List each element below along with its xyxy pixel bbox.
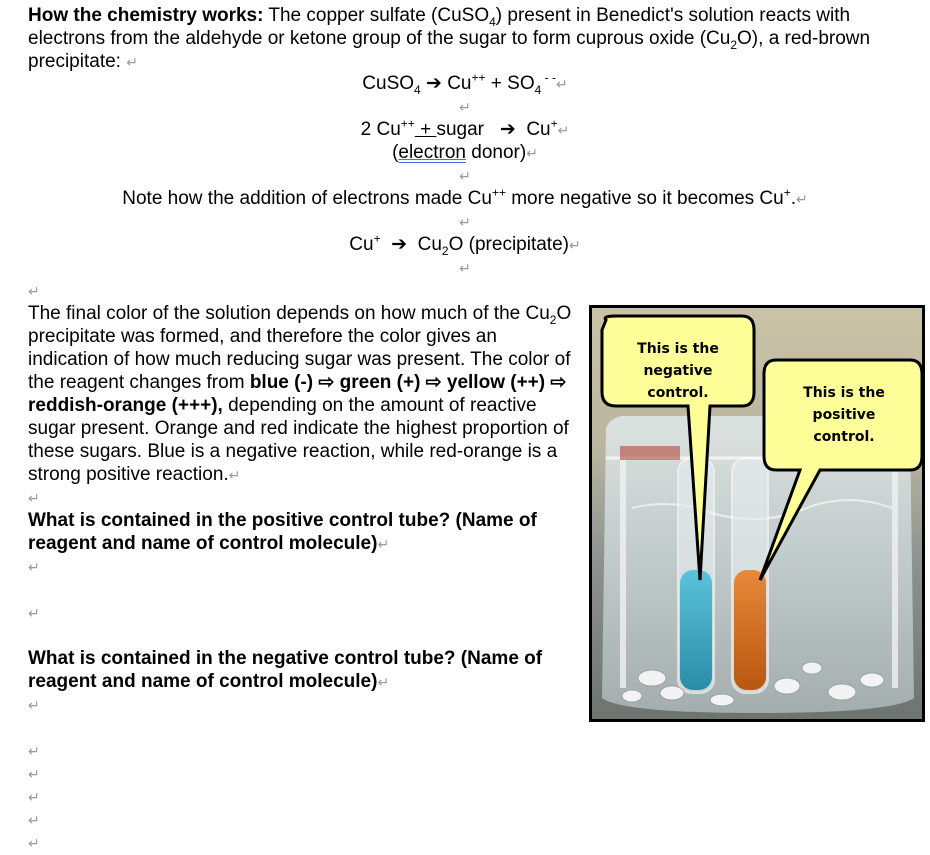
paragraph-mark: ↵ [526,145,538,161]
paragraph-mark: ↵ [459,260,471,276]
positive-tube-solution [734,570,766,690]
paragraph-mark: ↵ [28,490,40,506]
positive-callout-line-1: This is the [803,385,885,401]
paragraph-mark: ↵ [555,76,568,92]
paragraph-mark: ↵ [28,743,40,759]
question-positive-control: What is contained in the positive control tube? (Name of reagent and name of control molecule)↵ [28,510,537,554]
paragraph-mark: ↵ [459,214,471,230]
negative-tube-solution [680,570,712,690]
question-negative-control: What is contained in the negative control tube? (Name of reagent and name of control molecule)↵ [28,648,543,692]
paragraph-mark: ↵ [459,168,471,184]
arrow-icon: ➔ [426,73,442,94]
equation-3: Cu+ ➔ $Cu_2O$ (precipitate)↵ [349,231,581,258]
paragraph-mark: ↵ [28,789,40,805]
paragraph-mark: ↵ [796,191,808,207]
paragraph-mark: ↵ [28,835,40,851]
paragraph-mark: ↵ [568,237,581,253]
positive-callout-line-2: positive [812,407,876,423]
positive-callout-line-3: control. [813,429,875,445]
paragraph-mark: ↵ [28,812,40,828]
arrow-icon: ⇨ [313,372,340,393]
paragraph-mark: ↵ [28,766,40,782]
arrow-icon: ➔ [499,119,516,140]
paragraph-mark: ↵ [377,536,390,552]
negative-callout-line-2: negative [643,363,713,379]
arrow-icon: ⇨ [420,372,447,393]
paragraph-mark: ↵ [28,283,40,299]
electron-note: Note how the addition of electrons made Cu++ more negative so it becomes Cu+.↵ [122,185,808,209]
color-paragraph: The final color of the solution depends on how much of the $Cu_2O$ precipitate was formed, and therefore the color gives an indication of how much reducing sugar was present. The color of the reagent changes from blue (-) ⇨ green (+) ⇨ yellow (++) ⇨ reddish-orange (+++), depending on the amount of reactive sugar present. Orange and red indicate the highest proportion of these sugars. Blue is a negative reaction, while red-orange is a strong positive reaction.↵ [28,303,572,485]
equation-2-note: (electron donor)↵ [392,142,538,163]
arrow-icon: ➔ [391,234,408,255]
paragraph-mark: ↵ [28,697,40,713]
negative-callout-line-3: control. [647,385,709,401]
paragraph-mark: ↵ [377,674,390,690]
paragraph-mark: ↵ [459,99,471,115]
negative-callout-line-1: This is the [637,341,719,357]
intro-paragraph: How the chemistry works: The copper sulfate (CuSO$_4$) present in Benedict's solution reacts with electrons from the aldehyde or ketone group of the sugar to form cuprous oxide $(Cu_2O)$, a red-brown precipitate: ↵ [28,5,871,72]
paragraph-mark: ↵ [557,122,570,138]
paragraph-mark: ↵ [28,559,40,575]
arrow-icon: ⇨ [545,372,567,393]
intro-heading: How the chemistry works: [28,5,264,26]
equation-1: CuSO$_4$ ➔ $Cu^{++} + SO_4$ - -↵ [362,70,568,97]
test-tube-photo [589,305,925,722]
paragraph-mark: ↵ [126,54,138,70]
paragraph-mark: ↵ [228,467,241,483]
equation-2: 2 Cu++ + sugar ➔ Cu+↵ [360,116,570,140]
paragraph-mark: ↵ [28,605,40,621]
